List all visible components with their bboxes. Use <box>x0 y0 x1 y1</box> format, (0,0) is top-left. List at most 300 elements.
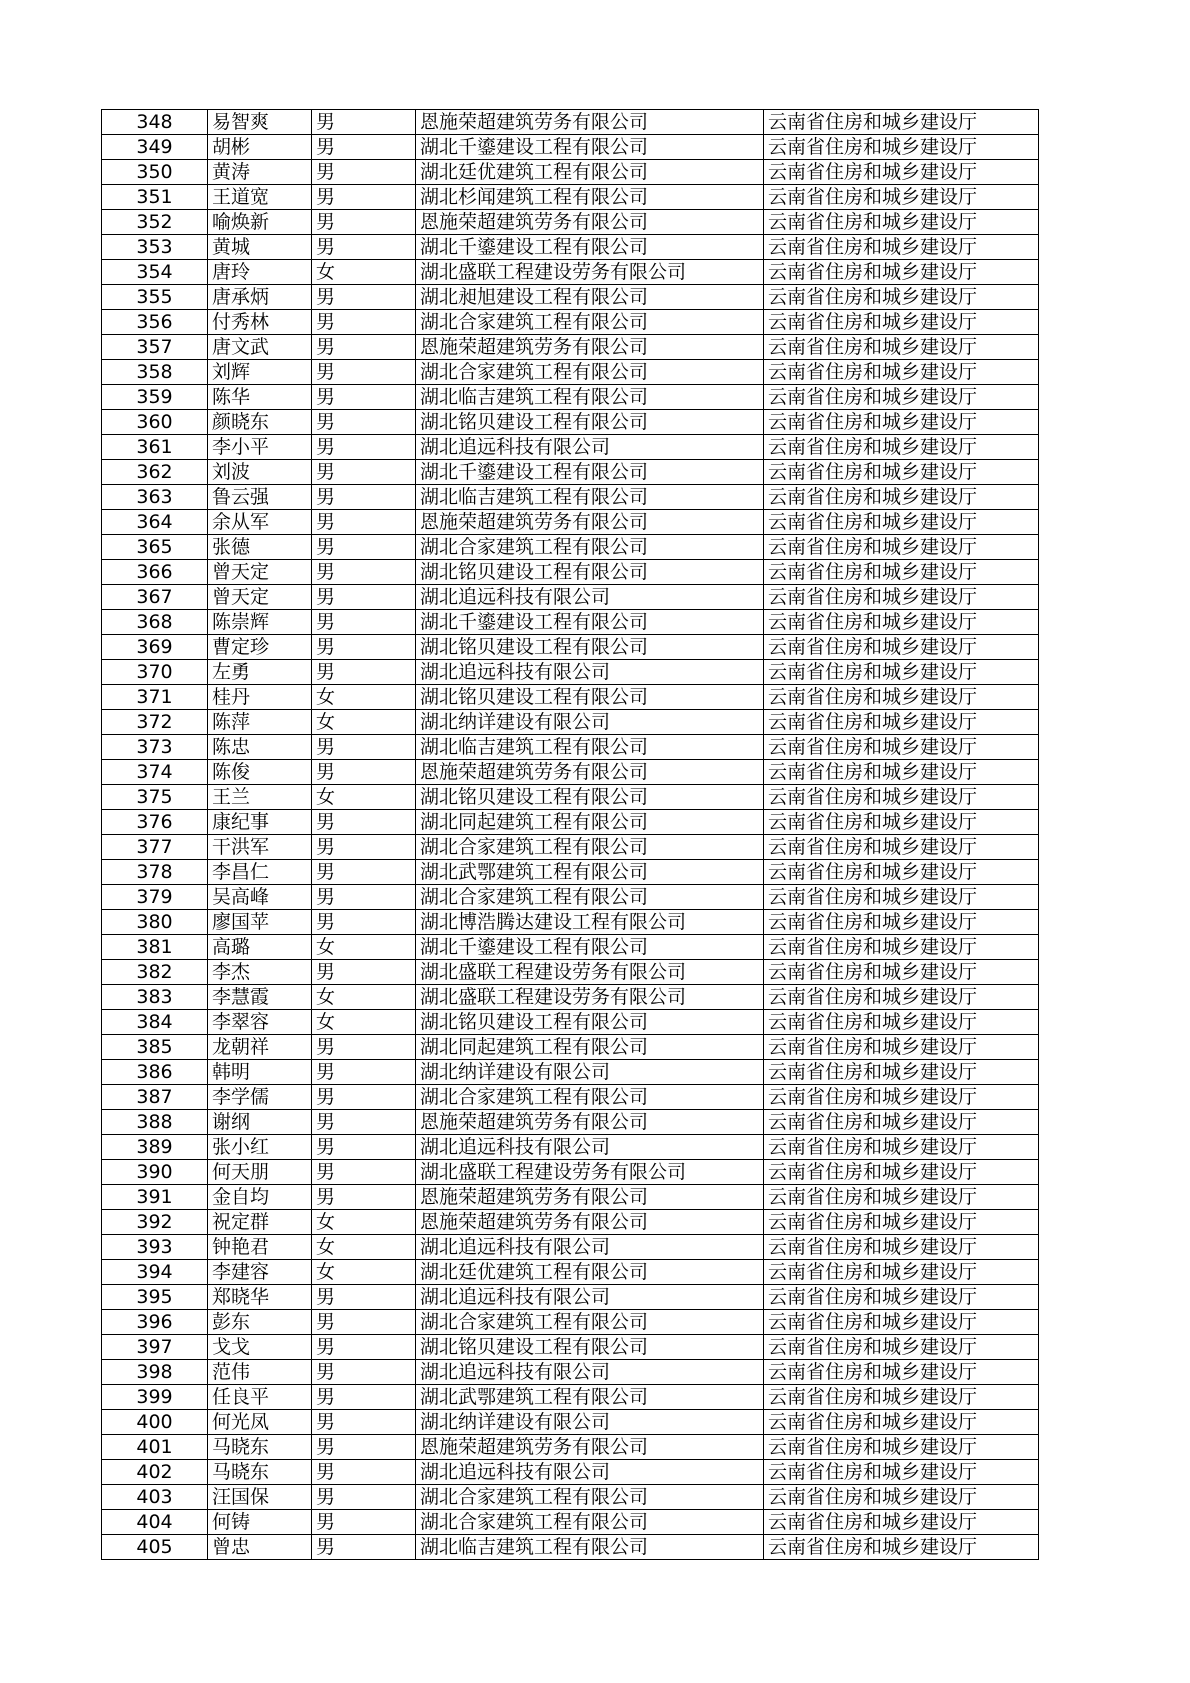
table-row <box>102 1135 1039 1160</box>
cell-department: 云南省住房和城乡建设厅 <box>764 1135 1039 1160</box>
cell-department: 云南省住房和城乡建设厅 <box>764 560 1039 585</box>
cell-name: 何天朋 <box>208 1160 312 1185</box>
table-row <box>102 1010 1039 1035</box>
cell-number: 398 <box>102 1360 208 1385</box>
cell-name: 何光凤 <box>208 1410 312 1435</box>
cell-department: 云南省住房和城乡建设厅 <box>764 1160 1039 1185</box>
table-row <box>102 810 1039 835</box>
cell-name: 唐承炳 <box>208 285 312 310</box>
cell-department: 云南省住房和城乡建设厅 <box>764 1260 1039 1285</box>
cell-company: 湖北铭贝建设工程有限公司 <box>416 685 764 710</box>
cell-name: 颜晓东 <box>208 410 312 435</box>
cell-company: 恩施荣超建筑劳务有限公司 <box>416 1110 764 1135</box>
cell-number: 393 <box>102 1235 208 1260</box>
table-row <box>102 260 1039 285</box>
cell-name: 李建容 <box>208 1260 312 1285</box>
cell-gender: 男 <box>312 760 416 785</box>
table-row <box>102 1460 1039 1485</box>
cell-gender: 男 <box>312 1335 416 1360</box>
table-row <box>102 760 1039 785</box>
cell-department: 云南省住房和城乡建设厅 <box>764 1385 1039 1410</box>
cell-number: 378 <box>102 860 208 885</box>
cell-company: 湖北武鄂建筑工程有限公司 <box>416 860 764 885</box>
table-row <box>102 610 1039 635</box>
table-row <box>102 635 1039 660</box>
cell-department: 云南省住房和城乡建设厅 <box>764 960 1039 985</box>
cell-company: 湖北追远科技有限公司 <box>416 435 764 460</box>
cell-company: 湖北铭贝建设工程有限公司 <box>416 785 764 810</box>
cell-name: 曾天定 <box>208 560 312 585</box>
cell-number: 382 <box>102 960 208 985</box>
cell-gender: 男 <box>312 435 416 460</box>
cell-department: 云南省住房和城乡建设厅 <box>764 1335 1039 1360</box>
cell-gender: 男 <box>312 1085 416 1110</box>
cell-name: 钟艳君 <box>208 1235 312 1260</box>
table-row <box>102 1035 1039 1060</box>
cell-company: 湖北合家建筑工程有限公司 <box>416 1510 764 1535</box>
cell-gender: 男 <box>312 335 416 360</box>
table-row <box>102 160 1039 185</box>
table-row <box>102 1410 1039 1435</box>
cell-department: 云南省住房和城乡建设厅 <box>764 110 1039 135</box>
table-row <box>102 1210 1039 1235</box>
cell-name: 唐文武 <box>208 335 312 360</box>
cell-name: 陈萍 <box>208 710 312 735</box>
cell-company: 湖北盛联工程建设劳务有限公司 <box>416 960 764 985</box>
cell-number: 385 <box>102 1035 208 1060</box>
cell-name: 陈俊 <box>208 760 312 785</box>
cell-department: 云南省住房和城乡建设厅 <box>764 1435 1039 1460</box>
cell-number: 348 <box>102 110 208 135</box>
cell-gender: 女 <box>312 1235 416 1260</box>
cell-name: 曾忠 <box>208 1535 312 1560</box>
cell-department: 云南省住房和城乡建设厅 <box>764 410 1039 435</box>
cell-name: 祝定群 <box>208 1210 312 1235</box>
cell-company: 湖北追远科技有限公司 <box>416 1235 764 1260</box>
cell-company: 湖北合家建筑工程有限公司 <box>416 1485 764 1510</box>
cell-department: 云南省住房和城乡建设厅 <box>764 485 1039 510</box>
cell-department: 云南省住房和城乡建设厅 <box>764 260 1039 285</box>
table-row <box>102 1160 1039 1185</box>
table-row <box>102 835 1039 860</box>
table-row <box>102 310 1039 335</box>
cell-company: 湖北追远科技有限公司 <box>416 660 764 685</box>
cell-company: 湖北廷优建筑工程有限公司 <box>416 160 764 185</box>
cell-gender: 女 <box>312 1260 416 1285</box>
cell-name: 付秀林 <box>208 310 312 335</box>
cell-department: 云南省住房和城乡建设厅 <box>764 885 1039 910</box>
cell-department: 云南省住房和城乡建设厅 <box>764 760 1039 785</box>
cell-name: 戈戈 <box>208 1335 312 1360</box>
cell-gender: 女 <box>312 935 416 960</box>
cell-department: 云南省住房和城乡建设厅 <box>764 935 1039 960</box>
cell-department: 云南省住房和城乡建设厅 <box>764 285 1039 310</box>
cell-number: 377 <box>102 835 208 860</box>
cell-name: 马晓东 <box>208 1435 312 1460</box>
cell-company: 湖北合家建筑工程有限公司 <box>416 360 764 385</box>
cell-gender: 女 <box>312 985 416 1010</box>
table-row <box>102 185 1039 210</box>
table-row <box>102 785 1039 810</box>
cell-gender: 男 <box>312 910 416 935</box>
cell-gender: 男 <box>312 1185 416 1210</box>
cell-name: 陈忠 <box>208 735 312 760</box>
cell-name: 鲁云强 <box>208 485 312 510</box>
cell-gender: 男 <box>312 635 416 660</box>
cell-gender: 女 <box>312 1210 416 1235</box>
table-row <box>102 210 1039 235</box>
cell-name: 刘辉 <box>208 360 312 385</box>
cell-number: 364 <box>102 510 208 535</box>
cell-company: 湖北合家建筑工程有限公司 <box>416 1310 764 1335</box>
cell-number: 403 <box>102 1485 208 1510</box>
cell-gender: 男 <box>312 1460 416 1485</box>
cell-name: 康纪事 <box>208 810 312 835</box>
cell-company: 湖北临吉建筑工程有限公司 <box>416 1535 764 1560</box>
cell-number: 361 <box>102 435 208 460</box>
cell-number: 396 <box>102 1310 208 1335</box>
cell-gender: 男 <box>312 1310 416 1335</box>
cell-name: 彭东 <box>208 1310 312 1335</box>
cell-department: 云南省住房和城乡建设厅 <box>764 1060 1039 1085</box>
cell-number: 401 <box>102 1435 208 1460</box>
cell-gender: 男 <box>312 1160 416 1185</box>
cell-name: 桂丹 <box>208 685 312 710</box>
cell-name: 郑晓华 <box>208 1285 312 1310</box>
cell-department: 云南省住房和城乡建设厅 <box>764 1010 1039 1035</box>
cell-company: 湖北千鎏建设工程有限公司 <box>416 135 764 160</box>
cell-gender: 男 <box>312 485 416 510</box>
cell-gender: 男 <box>312 535 416 560</box>
table-row <box>102 710 1039 735</box>
cell-name: 胡彬 <box>208 135 312 160</box>
cell-company: 恩施荣超建筑劳务有限公司 <box>416 510 764 535</box>
table-row <box>102 435 1039 460</box>
cell-department: 云南省住房和城乡建设厅 <box>764 535 1039 560</box>
cell-number: 356 <box>102 310 208 335</box>
cell-number: 405 <box>102 1535 208 1560</box>
cell-name: 干洪军 <box>208 835 312 860</box>
table-row <box>102 1235 1039 1260</box>
cell-number: 353 <box>102 235 208 260</box>
table-row <box>102 1085 1039 1110</box>
cell-number: 369 <box>102 635 208 660</box>
cell-company: 湖北临吉建筑工程有限公司 <box>416 485 764 510</box>
cell-company: 恩施荣超建筑劳务有限公司 <box>416 1435 764 1460</box>
table-row <box>102 360 1039 385</box>
cell-name: 高璐 <box>208 935 312 960</box>
table-row <box>102 385 1039 410</box>
table-row <box>102 460 1039 485</box>
table-row <box>102 560 1039 585</box>
cell-department: 云南省住房和城乡建设厅 <box>764 710 1039 735</box>
cell-company: 湖北追远科技有限公司 <box>416 1460 764 1485</box>
cell-company: 湖北昶旭建设工程有限公司 <box>416 285 764 310</box>
cell-number: 358 <box>102 360 208 385</box>
cell-department: 云南省住房和城乡建设厅 <box>764 1310 1039 1335</box>
cell-company: 湖北追远科技有限公司 <box>416 1135 764 1160</box>
cell-gender: 男 <box>312 185 416 210</box>
table-row <box>102 1385 1039 1410</box>
cell-department: 云南省住房和城乡建设厅 <box>764 735 1039 760</box>
cell-gender: 女 <box>312 685 416 710</box>
cell-number: 372 <box>102 710 208 735</box>
cell-gender: 女 <box>312 710 416 735</box>
cell-number: 388 <box>102 1110 208 1135</box>
cell-department: 云南省住房和城乡建设厅 <box>764 1285 1039 1310</box>
cell-number: 404 <box>102 1510 208 1535</box>
cell-company: 湖北杉闻建筑工程有限公司 <box>416 185 764 210</box>
cell-name: 喻焕新 <box>208 210 312 235</box>
cell-company: 湖北廷优建筑工程有限公司 <box>416 1260 764 1285</box>
table-row <box>102 1485 1039 1510</box>
cell-name: 黄涛 <box>208 160 312 185</box>
cell-company: 湖北博浩腾达建设工程有限公司 <box>416 910 764 935</box>
table-row <box>102 510 1039 535</box>
cell-number: 360 <box>102 410 208 435</box>
cell-gender: 男 <box>312 810 416 835</box>
cell-gender: 男 <box>312 960 416 985</box>
cell-name: 张小红 <box>208 1135 312 1160</box>
cell-name: 吴高峰 <box>208 885 312 910</box>
table-row <box>102 135 1039 160</box>
cell-number: 352 <box>102 210 208 235</box>
cell-gender: 男 <box>312 660 416 685</box>
table-row <box>102 335 1039 360</box>
cell-department: 云南省住房和城乡建设厅 <box>764 1085 1039 1110</box>
cell-department: 云南省住房和城乡建设厅 <box>764 1510 1039 1535</box>
table-row <box>102 110 1039 135</box>
cell-gender: 男 <box>312 1485 416 1510</box>
cell-gender: 男 <box>312 110 416 135</box>
cell-number: 349 <box>102 135 208 160</box>
cell-department: 云南省住房和城乡建设厅 <box>764 810 1039 835</box>
cell-company: 湖北同起建筑工程有限公司 <box>416 1035 764 1060</box>
cell-company: 恩施荣超建筑劳务有限公司 <box>416 1185 764 1210</box>
cell-company: 湖北武鄂建筑工程有限公司 <box>416 1385 764 1410</box>
cell-company: 湖北盛联工程建设劳务有限公司 <box>416 985 764 1010</box>
table-row <box>102 1435 1039 1460</box>
cell-department: 云南省住房和城乡建设厅 <box>764 1360 1039 1385</box>
cell-number: 380 <box>102 910 208 935</box>
cell-number: 376 <box>102 810 208 835</box>
table-row <box>102 1535 1039 1560</box>
cell-company: 恩施荣超建筑劳务有限公司 <box>416 760 764 785</box>
cell-number: 366 <box>102 560 208 585</box>
cell-name: 任良平 <box>208 1385 312 1410</box>
cell-gender: 男 <box>312 360 416 385</box>
cell-gender: 男 <box>312 285 416 310</box>
cell-company: 湖北追远科技有限公司 <box>416 1285 764 1310</box>
cell-name: 陈华 <box>208 385 312 410</box>
cell-number: 392 <box>102 1210 208 1235</box>
cell-gender: 男 <box>312 1360 416 1385</box>
table-row <box>102 235 1039 260</box>
table-row <box>102 735 1039 760</box>
table-row <box>102 410 1039 435</box>
cell-number: 367 <box>102 585 208 610</box>
cell-gender: 男 <box>312 460 416 485</box>
cell-gender: 女 <box>312 785 416 810</box>
table-row <box>102 860 1039 885</box>
cell-number: 379 <box>102 885 208 910</box>
cell-department: 云南省住房和城乡建设厅 <box>764 985 1039 1010</box>
cell-gender: 男 <box>312 1285 416 1310</box>
cell-gender: 男 <box>312 1410 416 1435</box>
cell-name: 李小平 <box>208 435 312 460</box>
cell-number: 383 <box>102 985 208 1010</box>
cell-number: 357 <box>102 335 208 360</box>
cell-name: 李慧霞 <box>208 985 312 1010</box>
cell-department: 云南省住房和城乡建设厅 <box>764 1235 1039 1260</box>
cell-name: 黄城 <box>208 235 312 260</box>
cell-gender: 男 <box>312 610 416 635</box>
cell-gender: 男 <box>312 235 416 260</box>
cell-gender: 男 <box>312 410 416 435</box>
cell-name: 唐玲 <box>208 260 312 285</box>
cell-company: 湖北铭贝建设工程有限公司 <box>416 560 764 585</box>
cell-company: 湖北合家建筑工程有限公司 <box>416 885 764 910</box>
cell-name: 陈崇辉 <box>208 610 312 635</box>
cell-company: 湖北铭贝建设工程有限公司 <box>416 635 764 660</box>
cell-number: 389 <box>102 1135 208 1160</box>
cell-gender: 男 <box>312 1510 416 1535</box>
cell-department: 云南省住房和城乡建设厅 <box>764 1110 1039 1135</box>
cell-department: 云南省住房和城乡建设厅 <box>764 360 1039 385</box>
cell-name: 李杰 <box>208 960 312 985</box>
cell-company: 湖北纳详建设有限公司 <box>416 1060 764 1085</box>
cell-number: 375 <box>102 785 208 810</box>
cell-gender: 男 <box>312 835 416 860</box>
cell-company: 恩施荣超建筑劳务有限公司 <box>416 110 764 135</box>
cell-number: 394 <box>102 1260 208 1285</box>
cell-company: 湖北千鎏建设工程有限公司 <box>416 235 764 260</box>
cell-department: 云南省住房和城乡建设厅 <box>764 685 1039 710</box>
cell-name: 李翠容 <box>208 1010 312 1035</box>
cell-department: 云南省住房和城乡建设厅 <box>764 1535 1039 1560</box>
cell-number: 370 <box>102 660 208 685</box>
cell-company: 湖北千鎏建设工程有限公司 <box>416 610 764 635</box>
cell-company: 湖北纳详建设有限公司 <box>416 710 764 735</box>
cell-name: 马晓东 <box>208 1460 312 1485</box>
cell-department: 云南省住房和城乡建设厅 <box>764 185 1039 210</box>
cell-department: 云南省住房和城乡建设厅 <box>764 785 1039 810</box>
cell-name: 韩明 <box>208 1060 312 1085</box>
cell-gender: 男 <box>312 510 416 535</box>
cell-gender: 男 <box>312 310 416 335</box>
cell-company: 湖北同起建筑工程有限公司 <box>416 810 764 835</box>
table-row <box>102 535 1039 560</box>
cell-name: 曹定珍 <box>208 635 312 660</box>
cell-number: 402 <box>102 1460 208 1485</box>
cell-gender: 男 <box>312 1385 416 1410</box>
cell-gender: 男 <box>312 560 416 585</box>
cell-number: 359 <box>102 385 208 410</box>
cell-number: 368 <box>102 610 208 635</box>
cell-number: 381 <box>102 935 208 960</box>
cell-gender: 男 <box>312 735 416 760</box>
cell-gender: 男 <box>312 585 416 610</box>
cell-number: 391 <box>102 1185 208 1210</box>
cell-department: 云南省住房和城乡建设厅 <box>764 510 1039 535</box>
cell-name: 廖国苹 <box>208 910 312 935</box>
cell-department: 云南省住房和城乡建设厅 <box>764 1185 1039 1210</box>
cell-department: 云南省住房和城乡建设厅 <box>764 585 1039 610</box>
cell-company: 湖北铭贝建设工程有限公司 <box>416 1335 764 1360</box>
cell-name: 李学儒 <box>208 1085 312 1110</box>
cell-company: 恩施荣超建筑劳务有限公司 <box>416 1210 764 1235</box>
cell-company: 湖北合家建筑工程有限公司 <box>416 310 764 335</box>
cell-company: 恩施荣超建筑劳务有限公司 <box>416 210 764 235</box>
cell-company: 湖北追远科技有限公司 <box>416 585 764 610</box>
cell-number: 362 <box>102 460 208 485</box>
cell-number: 397 <box>102 1335 208 1360</box>
cell-gender: 男 <box>312 160 416 185</box>
cell-name: 王道宽 <box>208 185 312 210</box>
cell-name: 易智爽 <box>208 110 312 135</box>
cell-number: 374 <box>102 760 208 785</box>
cell-number: 365 <box>102 535 208 560</box>
table-row <box>102 1060 1039 1085</box>
cell-gender: 女 <box>312 1010 416 1035</box>
cell-gender: 男 <box>312 1060 416 1085</box>
table-row <box>102 960 1039 985</box>
cell-name: 曾天定 <box>208 585 312 610</box>
cell-number: 363 <box>102 485 208 510</box>
table-row <box>102 1285 1039 1310</box>
table-row <box>102 985 1039 1010</box>
cell-number: 354 <box>102 260 208 285</box>
cell-name: 王兰 <box>208 785 312 810</box>
cell-department: 云南省住房和城乡建设厅 <box>764 635 1039 660</box>
cell-gender: 男 <box>312 210 416 235</box>
cell-name: 何铸 <box>208 1510 312 1535</box>
cell-number: 350 <box>102 160 208 185</box>
cell-number: 399 <box>102 1385 208 1410</box>
cell-department: 云南省住房和城乡建设厅 <box>764 860 1039 885</box>
table-row <box>102 1510 1039 1535</box>
cell-company: 湖北纳详建设有限公司 <box>416 1410 764 1435</box>
table-row <box>102 685 1039 710</box>
cell-department: 云南省住房和城乡建设厅 <box>764 310 1039 335</box>
cell-company: 湖北临吉建筑工程有限公司 <box>416 735 764 760</box>
cell-name: 刘波 <box>208 460 312 485</box>
table-row <box>102 1335 1039 1360</box>
cell-name: 张德 <box>208 535 312 560</box>
roster-table <box>101 109 1039 1560</box>
cell-department: 云南省住房和城乡建设厅 <box>764 1460 1039 1485</box>
cell-name: 金自均 <box>208 1185 312 1210</box>
cell-department: 云南省住房和城乡建设厅 <box>764 1410 1039 1435</box>
cell-department: 云南省住房和城乡建设厅 <box>764 160 1039 185</box>
cell-company: 湖北合家建筑工程有限公司 <box>416 535 764 560</box>
cell-department: 云南省住房和城乡建设厅 <box>764 1210 1039 1235</box>
cell-company: 湖北铭贝建设工程有限公司 <box>416 410 764 435</box>
cell-gender: 男 <box>312 1035 416 1060</box>
cell-gender: 男 <box>312 860 416 885</box>
table-row <box>102 1110 1039 1135</box>
cell-name: 谢纲 <box>208 1110 312 1135</box>
cell-department: 云南省住房和城乡建设厅 <box>764 435 1039 460</box>
cell-company: 湖北追远科技有限公司 <box>416 1360 764 1385</box>
table-row <box>102 585 1039 610</box>
cell-department: 云南省住房和城乡建设厅 <box>764 235 1039 260</box>
cell-number: 355 <box>102 285 208 310</box>
table-row <box>102 910 1039 935</box>
table-row <box>102 660 1039 685</box>
cell-name: 范伟 <box>208 1360 312 1385</box>
cell-gender: 男 <box>312 135 416 160</box>
